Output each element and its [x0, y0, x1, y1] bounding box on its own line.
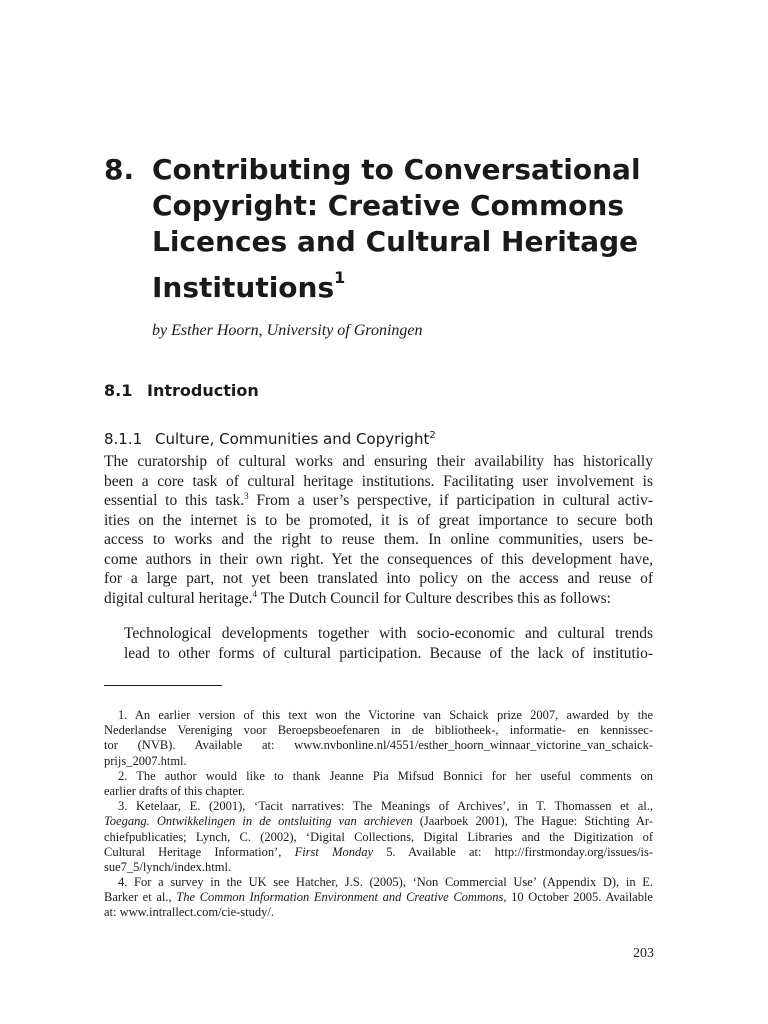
footnote-line: Nederlandse Vereniging voor Beroepsbeoefenaren in de bibliotheek-, informatie- en kennissec- — [104, 723, 653, 738]
subsection-title: Culture, Communities and Copyright — [155, 430, 430, 448]
body-line-start: essential to this task. — [104, 492, 245, 509]
quote-line: lead to other forms of cultural participation. Because of the lack of institutio- — [124, 645, 653, 662]
body-line: The curatorship of cultural works and ensuring their availability has historically — [104, 453, 653, 470]
block-quote — [124, 624, 653, 664]
footnote-line-start: Barker et al., — [104, 890, 177, 905]
footnote-line-end: (Jaarboek 2001), The Hague: Stichting Ar- — [412, 814, 653, 829]
body-line: for a large part, not yet been translated into policy on the access and reuse of — [104, 570, 653, 587]
chapter-number: 8. — [104, 153, 135, 186]
footnote-line: 4. For a survey in the UK see Hatcher, J.S. (2005), ‘Non Commercial Use’ (Appendix D), in E. — [118, 875, 653, 890]
footnote-ref-3[interactable]: 3 — [244, 491, 249, 501]
footnote-ref-1[interactable]: 1 — [334, 268, 346, 287]
footnote-line-end: , 10 October 2005. Available — [503, 890, 653, 905]
footnote-ref-2[interactable]: 2 — [429, 430, 436, 441]
body-line-start: digital cultural heritage. — [104, 589, 253, 607]
footnote-line: earlier drafts of this chapter. — [104, 783, 245, 798]
body-line-end: From a user’s perspective, if participation in cultural activ- — [248, 492, 653, 509]
section-title: Introduction — [147, 381, 259, 400]
body-line: ities on the internet is to be promoted, it is of great importance to secure both — [104, 511, 653, 529]
footnote-line: 1. An earlier version of this text won the Victorine van Schaick prize 2007, awarded by the — [118, 708, 653, 722]
subsection-heading — [104, 430, 436, 448]
footnote-line: 2. The author would like to thank Jeanne Pia Mifsud Bonnici for her useful comments on — [118, 768, 653, 783]
footnote-4 — [104, 875, 653, 921]
footnote-line: 3. Ketelaar, E. (2001), ‘Tacit narratives: The Meanings of Archives’, in T. Thomassen et al., — [118, 799, 653, 814]
body-line — [104, 491, 653, 511]
chapter-title-line: Licences and Cultural Heritage — [152, 225, 639, 258]
chapter-title-line: Copyright: Creative Commons — [152, 189, 624, 222]
footnote-line: at: www.intrallect.com/cie-study/. — [104, 905, 274, 920]
footnote-line-end: 5. Available at: http://firstmonday.org/issues/is- — [373, 844, 653, 859]
footnote-line: prijs_2007.html. — [104, 753, 187, 768]
chapter-title-line — [152, 260, 652, 306]
section-heading — [104, 381, 259, 400]
chapter-title-line: Contributing to Conversational — [152, 153, 641, 186]
footnote-3 — [104, 799, 653, 875]
footnote-line: sue7_5/lynch/index.html. — [104, 859, 232, 874]
footnote-citation-title: First Monday — [294, 844, 374, 859]
body-line: been a core task of cultural heritage institutions. Facilitating user involvement is — [104, 472, 653, 490]
footnote-line-start: Cultural Heritage Information’, — [104, 844, 295, 859]
footnote-2 — [104, 769, 653, 799]
footnote-1 — [104, 708, 653, 769]
body-line — [104, 589, 653, 609]
footnote-line: chiefpublicaties; Lynch, C. (2002), ‘Digital Collections, Digital Libraries and the Digitization of — [104, 829, 653, 844]
subsection-number: 8.1.1 — [104, 430, 143, 448]
chapter-title-last-word: Institutions — [152, 271, 335, 304]
footnote-citation-title: The Common Information Environment and Creative Commons — [176, 890, 504, 905]
body-line-end: The Dutch Council for Culture describes this as follows: — [256, 589, 611, 607]
footnote-citation-title: Toegang. Ontwikkelingen in de ontsluiting van archieven — [104, 814, 413, 829]
body-paragraph — [104, 452, 653, 608]
quote-line: Technological developments together with socio-economic and cultural trends — [124, 625, 653, 642]
footnote-line — [104, 890, 653, 905]
chapter-title — [152, 152, 652, 306]
footnote-ref-4[interactable]: 4 — [252, 588, 257, 599]
footnote-line: tor (NVB). Available at: www.nvbonline.nl/4551/esther_hoorn_winnaar_victorine_van_schaick- — [104, 738, 653, 753]
footnotes — [104, 708, 653, 921]
footnote-separator — [104, 685, 222, 686]
byline: by Esther Hoorn, University of Groningen — [152, 322, 423, 339]
page-number: 203 — [633, 946, 654, 961]
section-number: 8.1 — [104, 381, 133, 400]
body-line: come authors in their own right. Yet the consequences of this development have, — [104, 550, 653, 568]
body-line: access to works and the right to reuse them. In online communities, users be- — [104, 531, 653, 548]
footnote-line — [104, 814, 653, 829]
footnote-line — [104, 845, 653, 860]
